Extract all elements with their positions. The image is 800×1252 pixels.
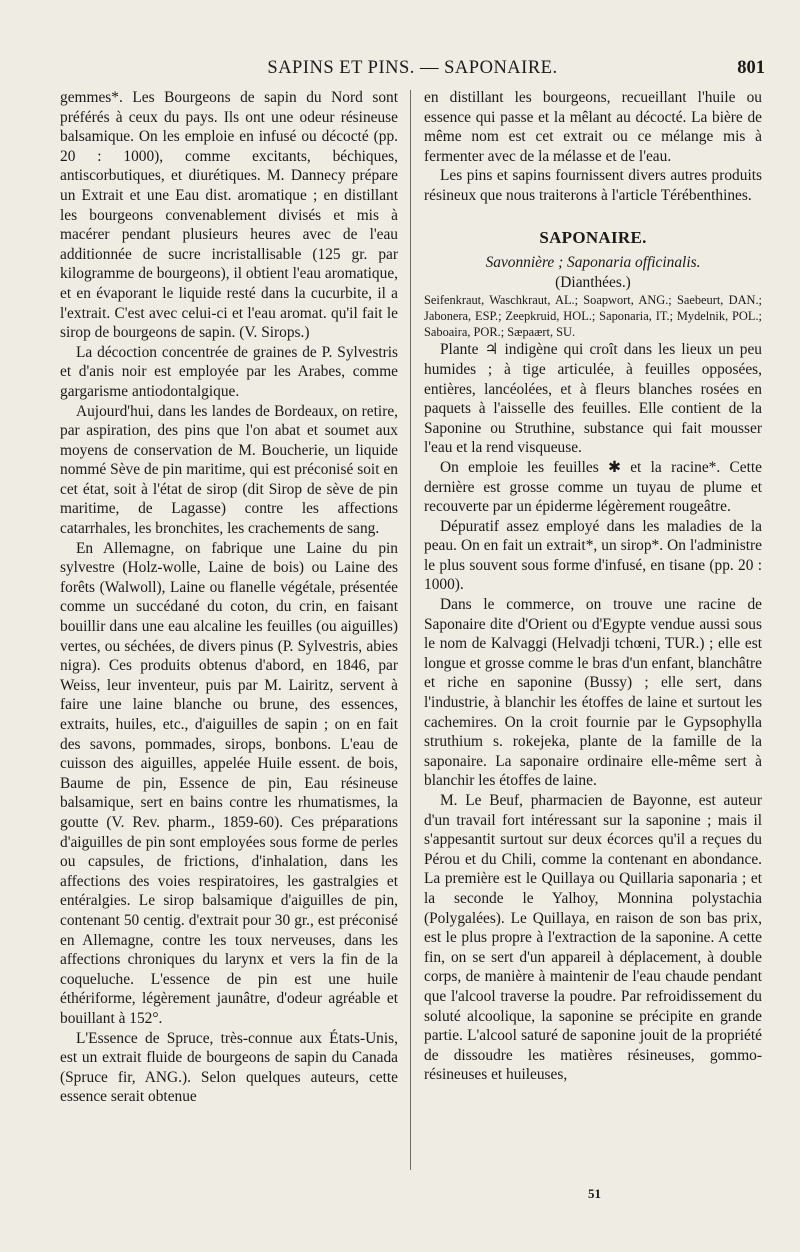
section-family: (Dianthées.)	[555, 273, 631, 291]
section-title: SAPONAIRE.	[539, 227, 647, 247]
signature-mark: 51	[588, 1186, 601, 1201]
synonyms-list: Seifenkraut, Waschkraut, AL.; Soapwort, ANG.; Saebeurt, DAN.; Jabonera, ESP.; Zeepkruid, HOL.; Saponaria, IT.; Mydelnik, POL.; Saboaira, POR.; Sæpaært, SU.	[424, 293, 762, 340]
running-title: SAPINS ET PINS. — SAPONAIRE.	[267, 58, 558, 78]
paragraph: L'Essence de Spruce, très-connue aux États-Unis, est un extrait fluide de bourgeons de sapin du Canada (Spruce fir, ANG.). Selon quelques auteurs, cette essence serait obtenue	[60, 1029, 398, 1106]
paragraph: On emploie les feuilles ✱ et la racine*. Cette dernière est grosse comme un tuyau de plume et recouverte par un épiderme légèrement rougeâtre.	[424, 458, 762, 516]
paragraph: Dans le commerce, on trouve une racine de Saponaire dite d'Orient ou d'Egypte vendue aussi sous le nom de Kalvaggi (Helvadji tchœni, TUR.) ; elle est longue et grosse comme le bras d'un enfant, blanchâtre et riche en saponine (Bussy) ; elle sert, dans l'industrie, à blanchir les étoffes de laine et surtout les cachemires. On la croit fournie par le Gypsophylla struthium s. rokejeka, plante de la famille de la saponaire. La saponaire ordinaire elle-même sert à blanchir les étoffes de laine.	[424, 596, 762, 790]
left-column	[60, 88, 398, 1107]
paragraph: En Allemagne, on fabrique une Laine du pin sylvestre (Holz-wolle, Laine de bois) ou Laine des forêts (Walwoll), Laine ou flanelle végétale, présentée comme un succédané du coton, du crin, en faisant bouillir dans une eau alcaline les feuilles (ou aiguilles) vertes, ou séchées, de divers pinus (P. Sylvestris, abies nigra). Ces produits obtenus d'abord, en 1846, par Weiss, leur inventeur, puis par M. Lairitz, servent à faire une laine blanche ou brune, des essences, extraits, huiles, etc., d'aiguilles de sapin ; on en fait des savons, pommades, sirops, bonbons. L'eau de cuisson des aiguilles, appelée Huile essent. de bois, Baume de pin, Essence de pin, Eau résineuse balsamique, sert en bains contre les rhumatismes, la goutte (V. Rev. pharm., 1859-60). Ces préparations d'aiguilles de pin sont employées sous forme de perles ou capsules, de frictions, d'inhalation, dans les affections des voies respiratoires, les gastralgies et entéralgies. Le sirop balsamique d'aiguilles de pin, contenant 50 centig. d'extrait pour 30 gr., est préconisé en Allemagne, contre les toux nerveuses, dans les affections chroniques du larynx et vers la fin de la coqueluche. L'essence de pin est une huile éthériforme, légèrement jaunâtre, d'odeur agréable et bouillant à 152°.	[60, 539, 398, 1027]
paragraph: en distillant les bourgeons, recueillant l'huile ou essence qui passe et la mêlant au décocté. La bière de même nom est cet extrait ou ce mélange mis à fermenter avec de la mélasse et de l'eau.	[424, 89, 762, 165]
paragraph: Aujourd'hui, dans les landes de Bordeaux, on retire, par aspiration, des pins que l'on abat et soumet aux moyens de conservation de M. Boucherie, un liquide nommé Sève de pin maritime, qui est préconisé soit en cet état, soit à l'état de sirop (dit Sirop de sève de pin maritime, de Lagasse) contre les affections catarrhales, les bronchites, les crachements de sang.	[60, 402, 398, 538]
column-divider	[410, 90, 411, 1170]
paragraph: La décoction concentrée de graines de P. Sylvestris et d'anis noir est employée par les Arabes, comme gargarisme antiodontalgique.	[60, 343, 398, 400]
paragraph: Plante ♃ indigène qui croît dans les lieux un peu humides ; à tige articulée, à feuilles opposées, entières, lancéolées, et à fleurs blanches rosées en paquets à l'aisselle des feuilles. Elle contient de la Saponine ou Struthine, substance qui fait mousser l'eau et la rend visqueuse.	[424, 341, 762, 457]
right-column	[424, 88, 762, 1085]
paragraph: Dépuratif assez employé dans les maladies de la peau. On en fait un extrait*, un sirop*. On l'administre le plus souvent sous forme d'infusé, en tisane (pp. 20 : 1000).	[424, 517, 762, 594]
paragraph: M. Le Beuf, pharmacien de Bayonne, est auteur d'un travail fort intéressant sur la saponine ; mais il s'appesantit surtout sur deux écorces qu'il a reçues du Pérou et du Chili, comme la contenant en abondance. La première est le Quillaya ou Quillaria saponaria ; et la seconde le Yalhoy, Monnina polystachia (Polygalées). Le Quillaya, en raison de son bas prix, est le plus propre à l'extraction de la saponine. A cette fin, on se sert d'un appareil à déplacement, à double corps, de manière à maintenir de l'eau chaude pendant que l'alcool traverse la poudre. Par refroidissement du soluté alcoolique, la saponine se précipite en grande partie. L'alcool saturé de saponine jouit de la propriété de dissoudre les matières résineuses, gommo-résineuses et huileuses,	[424, 792, 762, 1084]
paragraph: gemmes*. Les Bourgeons de sapin du Nord sont préférés à ceux du pays. Ils ont une odeur résineuse balsamique. On les emploie en infusé ou décocté (pp. 20 : 1000), comme excitants, béchiques, antiscorbutiques, et diurétiques. M. Dannecy prépare un Extrait et une Eau dist. aromatique ; en distillant les bourgeons convenablement divisés et mis à macérer pendant plusieurs heures avec de l'eau additionnée de sucre incristallisable (125 gr. par kilogramme de bourgeons), il obtient l'eau aromatique, et en évaporant le liquide resté dans la cucurbite, il a l'extrait. C'est avec celui-ci et l'eau aromat. qu'il fait le sirop de bourgeons de sapin. (V. Sirops.)	[60, 89, 398, 342]
section-subtitle: Savonnière ; Saponaria officinalis.	[485, 254, 701, 272]
page-number: 801	[737, 58, 765, 78]
paragraph: Les pins et sapins fournissent divers autres produits résineux que nous traiterons à l'article Térébenthines.	[424, 167, 762, 204]
page-header	[60, 58, 765, 80]
